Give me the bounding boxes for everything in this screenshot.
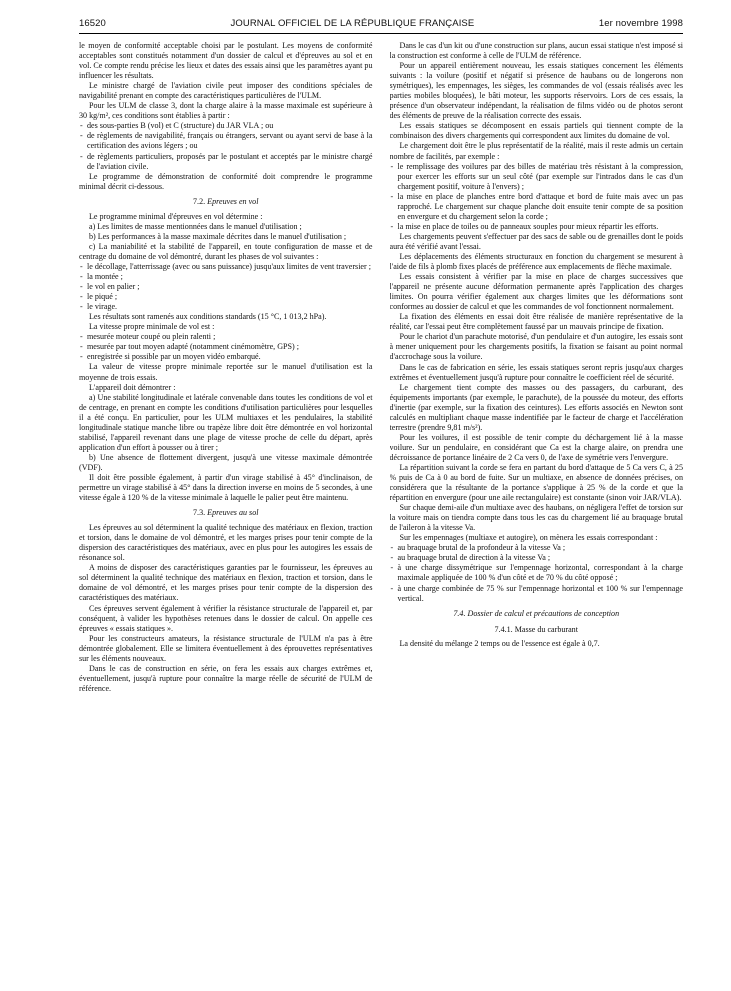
left-column (79, 41, 373, 991)
paragraph: A moins de disposer des caractéristiques garanties par le fournisseur, les épreuves au sol déterminent la qualité technique des matériaux en flexion, traction et torsion, dans le domaine de vol démontré, et les marges prises pour tenir compte de la dispersion des caractéristiques des matériaux. (79, 563, 373, 603)
journal-title: JOURNAL OFFICIEL DE LA RÉPUBLIQUE FRANÇAISE (230, 18, 475, 29)
paragraph: La densité du mélange 2 temps ou de l'essence est égale à 0,7. (399, 638, 600, 648)
list-item: - la mise en place de planches entre bord d'attaque et bord de fuite mais avec un pas rapproché. Le chargement sur chaque planche doit ensuite tenir compte de sa position en envergure et du chargement selon la corde ; (390, 192, 684, 222)
paragraph: Le programme minimal d'épreuves en vol détermine : (89, 211, 263, 221)
paragraph: Pour les voilures, il est possible de tenir compte du déchargement lié à la masse voilure. Sur un pendulaire, en considérant que Ca est la charge alaire, on prendra une décroissance de portance linéaire de 2 Ca vers 0, de l'axe de symétrie vers l'envergure. (389, 432, 683, 462)
section-number: 7.3. (193, 508, 206, 518)
list-item: - le virage. (79, 302, 373, 312)
paragraph: La fixation des éléments en essai doit être réalisée de manière représentative de la réalité, car l'essai peut être complètement faussé par un mauvais principe de fixation. (389, 312, 683, 332)
paragraph: Pour les ULM de classe 3, dont la charge alaire à la masse maximale est supérieure à 30 kg/m², ces conditions sont établies à partir : (79, 101, 373, 121)
paragraph: le moyen de conformité acceptable choisi par le postulant. Les moyens de conformité acceptables sont constitués notamment d'un dossier de calcul et d'épreuves au sol et en vol. Ce compte rendu précise les lieux et dates des essais ainsi que les paramètres ayant pu influencer les résultats. (79, 41, 373, 81)
paragraph: a) Les limites de masse mentionnées dans le manuel d'utilisation ; (89, 221, 302, 231)
section-heading-7-2 (79, 197, 373, 207)
paragraph: Le chargement doit être le plus représentatif de la réalité, mais il reste admis un certain nombre de facilités, par exemple : (389, 141, 683, 161)
paragraph: Pour les constructeurs amateurs, la résistance structurale de l'ULM n'a pas à être démontrée globalement. Elle se limitera éventuellement à des éprouvettes représentatives sur les éléments nouveaux. (79, 633, 373, 663)
list-item: - enregistrée si possible par un moyen vidéo embarqué. (79, 352, 373, 362)
paragraph: L'appareil doit démontrer : (89, 382, 176, 392)
paragraph: Les essais consistent à vérifier par la mise en place de charges successives que l'appareil ne présente aucune déformation permanente après l'application des charges limites. On pourra vérifier également aux charges limites que les déformations sont conformes au dossier de calcul et que les commandes de vol fonctionnent normalement. (389, 272, 683, 312)
paragraph: b) Une absence de flottement divergent, jusqu'à une vitesse maximale démontrée (VDF). (79, 452, 373, 472)
list-item: - à une charge combinée de 75 % sur l'empennage horizontal et 100 % sur l'empennage vertical. (390, 584, 684, 604)
paragraph: c) La maniabilité et la stabilité de l'appareil, en toute configuration de masse et de centrage du domaine de vol démontré, durant les phases de vol suivantes : (79, 241, 373, 261)
paragraph: Pour le chariot d'un parachute motorisé, d'un pendulaire et d'un autogire, les essais sont à mener uniquement pour les chargements positifs, la fixation se faisant au point normal d'accrochage sous la voilure. (389, 332, 683, 362)
section-number: 7.2. (193, 196, 206, 206)
paragraph: Dans le cas de fabrication en série, les essais statiques seront repris jusqu'aux charges extrêmes et éventuellement jusqu'à rupture pour connaître le coefficient réel de sécurité. (389, 362, 683, 382)
page-header (79, 18, 683, 34)
right-column (390, 41, 684, 991)
paragraph: a) Une stabilité longitudinale et latérale convenable dans toutes les conditions de vol et de centrage, en prenant en compte les conditions d'utilisation particulières pour lesquelles il a été conçu. En particulier, pour les ULM multiaxes et les pendulaires, la stabilité longitudinale statique manche libre ou trapèze libre doit être démontrée en vol horizontal stabilisé, l'appareil revenant dans une plage de vitesse proche de celle du départ, après application d'un effort à pousser ou à tirer ; (79, 392, 373, 452)
list-item: - à une charge dissymétrique sur l'empennage horizontal, correspondant à la charge maximale appliquée de 100 % d'un côté et de 70 % du côté opposé ; (390, 563, 684, 583)
section-heading-7-3 (79, 508, 373, 518)
publication-date: 1er novembre 1998 (598, 18, 683, 29)
list-item: - mesurée moteur coupé ou plein ralenti ; (79, 332, 373, 342)
paragraph: Le ministre chargé de l'aviation civile peut imposer des conditions spéciales de navigabilité prenant en compte des caractéristiques particulières de l'ULM. (79, 81, 373, 101)
paragraph: Dans le cas d'un kit ou d'une construction sur plans, aucun essai statique n'est imposé si la construction est conforme à celle de l'ULM de référence. (389, 41, 683, 61)
paragraph: Le chargement tient compte des masses ou des passagers, du carburant, des équipements importants (par exemple, le parachute), de la poussée du moteur, des efforts d'inertie (par exemple, sur la fixation des ceintures). Les efforts associés en Newton sont calculés en multipliant chaque masse indentifiée par le facteur de charge et l'accélération terrestre (prendre 9,81 m/s²). (389, 382, 683, 432)
list-item: - la mise en place de toiles ou de panneaux souples pour mieux répartir les efforts. (390, 222, 684, 232)
paragraph: Les chargements peuvent s'effectuer par des sacs de sable ou de grenailles dont le poids aura été vérifié avant l'essai. (389, 231, 683, 251)
page-number: 16520 (79, 18, 106, 29)
section-heading-7-4: 7.4. Dossier de calcul et précautions de conception (453, 608, 620, 618)
list-item: - le piqué ; (79, 292, 373, 302)
paragraph: Les essais statiques se décomposent en essais partiels qui tiennent compte de la combinaison des divers chargements qui correspondent aux limites du domaine de vol. (389, 121, 683, 141)
paragraph: La valeur de vitesse propre minimale reportée sur le manuel d'utilisation est la moyenne de trois essais. (79, 362, 373, 382)
paragraph: La répartition suivant la corde se fera en partant du bord d'attaque de 5 Ca vers C, à 25 % puis de Ca à 0 au bord de fuite. Sur un multiaxe, en absence de données précises, on considérera que la résultante de la portance s'applique à 25 % de la corde et que la répartition en envergure (pour une aile rectangulaire) est constante (sinon voir JAR/VLA). (389, 462, 683, 503)
paragraph: Sur les empennages (multiaxe et autogire), on mènera les essais correspondant : (399, 533, 658, 543)
paragraph: Les déplacements des éléments structuraux en fonction du chargement se mesurent à l'aide de fils à plomb fixes placés de préférence aux emplacements de flèche maximale. (389, 251, 683, 272)
paragraph: Pour un appareil entièrement nouveau, les essais statiques concernent les éléments suivants : la voilure (positif et négatif si présence de haubans ou de longerons non symétriques), les empennages, les sièges, les commandes de vol (essais réalisés avec les parties mobiles bloquées), le bâti moteur, les supports réservoirs. Lors de ces essais, la présence d'un observateur indépendant, la réalisation de films vidéo ou de photos seront des éléments de preuve de la réalisation correcte des essais. (389, 61, 683, 121)
section-title: Epreuves au sol (207, 508, 259, 518)
list-item: - des sous-parties B (vol) et C (structure) du JAR VLA ; ou (79, 121, 373, 131)
paragraph: Les résultats sont ramenés aux conditions standards (15 °C, 1 013,2 hPa). (89, 312, 327, 322)
list-item: - la montée ; (79, 272, 373, 282)
paragraph: Ces épreuves servent également à vérifier la résistance structurale de l'appareil et, par conséquent, à valider les hypothèses retenues dans le dossier de calcul. On appelle ces épreuves « essais statiques ». (79, 603, 373, 633)
paragraph: b) Les performances à la masse maximale décrites dans le manuel d'utilisation ; (89, 231, 347, 241)
list-item: - au braquage brutal de direction à la vitesse Va ; (390, 553, 684, 563)
paragraph: Le programme de démonstration de conformité doit comprendre le programme minimal décrit ci-dessous. (79, 171, 373, 191)
list-item: - le remplissage des voilures par des billes de matériau très résistant à la compression, pour exercer les efforts sur un seul côté (par exemple sur l'intrados dans le cas d'un chargement positif, voiture à l'envers) ; (390, 162, 684, 192)
section-title: Epreuves en vol (207, 196, 259, 206)
paragraph: Sur chaque demi-aile d'un multiaxe avec des haubans, on négligera l'effet de torsion sur la voiture mais on tiendra compte dans tous les cas du chargement lié au braquage brutal de l'aileron à la vitesse Va. (389, 503, 683, 533)
list-item: - le décollage, l'atterrissage (avec ou sans puissance) jusqu'aux limites de vent traversier ; (79, 262, 373, 272)
list-item: - mesurée par tout moyen adapté (notamment cinémomètre, GPS) ; (79, 342, 373, 352)
list-item: - de règlements de navigabilité, français ou étrangers, servant ou ayant servi de base à la certification des avions légers ; ou (79, 131, 373, 151)
subsection-heading-7-4-1: 7.4.1. Masse du carburant (494, 624, 578, 634)
paragraph: La vitesse propre minimale de vol est : (89, 322, 215, 332)
list-item: - de règlements particuliers, proposés par le postulant et acceptés par le ministre chargé de l'aviation civile. (79, 152, 373, 172)
list-item: - au braquage brutal de la profondeur à la vitesse Va ; (390, 543, 684, 553)
list-item: - le vol en palier ; (79, 282, 373, 292)
paragraph: Il doit être possible également, à partir d'un virage stabilisé à 45° d'inclinaison, de permettre un virage stabilisé à 45° dans la direction inverse en moins de 5 secondes, à une vitesse égale à 120 % de la vitesse minimale à laquelle le palier peut être maintenu. (79, 472, 373, 503)
paragraph: Les épreuves au sol déterminent la qualité technique des matériaux en flexion, traction et torsion, dans le domaine de vol démontré, et les marges prises pour tenir compte de la dispersion des caractéristiques des matériaux, avec en plus pour les autogires les essais de résonance sol. (79, 523, 373, 563)
paragraph: Dans le cas de construction en série, on fera les essais aux charges extrêmes et, éventuellement, jusqu'à rupture pour connaître la marge réelle de sécurité de l'ULM de référence. (79, 663, 373, 693)
